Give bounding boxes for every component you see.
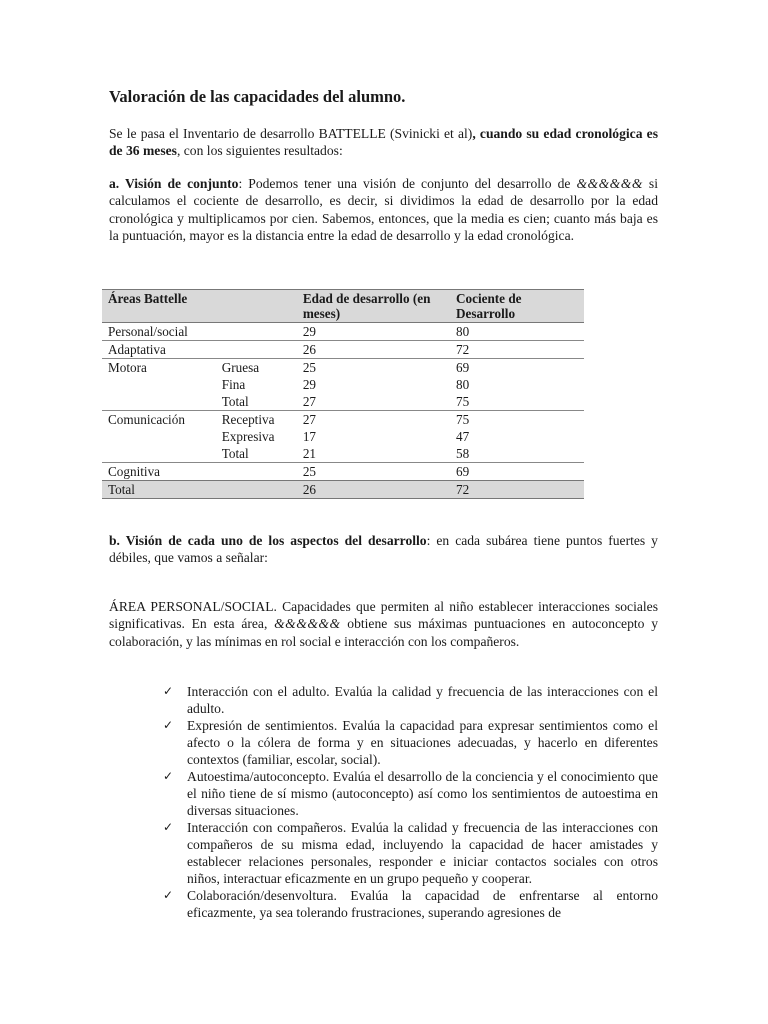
table-cell [216,323,297,341]
table-cell: 75 [450,393,584,411]
capabilities-checklist [160,683,658,921]
table-cell [216,463,297,481]
table-header-cell [216,290,297,323]
checkmark-icon: ✓ [163,888,174,902]
table-header-cell: Cociente de Desarrollo [450,290,584,323]
battelle-results-table [102,289,584,499]
intro-text-end: , con los siguientes resultados: [176,143,343,159]
table-header-row [102,290,584,323]
table-row [102,428,584,445]
table-cell: 80 [450,323,584,341]
table-header-cell: Áreas Battelle [102,290,216,323]
list-item [160,683,658,717]
table-cell: 17 [302,429,316,444]
table-row [102,445,584,463]
table-cell [102,393,216,411]
table-cell: 75 [455,412,470,427]
list-item-text: Interacción con compañeros. Evalúa la calidad y frecuencia de las interacciones con compañeros de su misma edad, incluyendo la capacidad de hacer amistades y establecer relaciones personales, responder e iniciar contactos sociales con otros niños, interactuar eficazmente en un grupo pequeño y cooperar. [187,820,658,886]
table-cell [102,376,216,393]
table-cell: Total [216,393,297,411]
table-cell: 27 [297,393,450,411]
list-item-text: Autoestima/autoconcepto. Evalúa el desarrollo de la conciencia y el conocimiento que el niño tiene de sí mismo (autoconcepto) así como los sentimientos de autoestima en diversas situaciones. [187,769,658,818]
section-b-heading: b. Visión de cada uno de los aspectos del desarrollo [109,533,427,548]
table-cell [102,428,216,445]
table-cell: 29 [302,377,316,392]
table-cell: 69 [455,360,470,375]
table-cell: 27 [302,412,316,427]
list-item [160,768,658,819]
redacted-name-symbol: &&&&&& [274,616,341,632]
checkmark-icon: ✓ [163,684,174,698]
table-cell: 47 [455,429,470,444]
table-cell: 72 [450,341,584,359]
list-item [160,717,658,768]
table-cell: Gruesa [221,360,260,375]
table-cell [216,481,297,499]
table-cell [102,445,216,463]
area-personal-text-end: obtiene sus máximas puntuaciones en autoconcepto y colaboración, y las mínimas en rol social e interacción con los compañeros. [109,616,658,649]
list-item-text: Expresión de sentimientos. Evalúa la capacidad para expresar sentimientos como el afecto o la cólera de forma y en situaciones adecuadas, y hacerlo en diferentes contextos (familiar, escolar, social). [187,718,658,767]
table-cell: 26 [297,481,450,499]
section-a-paragraph [109,175,658,244]
table-cell [216,341,297,359]
table-row [102,393,584,411]
intro-text: Se le pasa el Inventario de desarrollo BATTELLE (Svinicki et al) [109,126,473,141]
checkmark-icon: ✓ [163,718,174,732]
section-b-paragraph [109,532,658,567]
table-cell: Personal/social [102,323,216,341]
table-cell: Cognitiva [108,464,161,479]
table-cell: Comunicación [108,412,185,427]
table-cell: 26 [297,341,450,359]
table-cell: Adaptativa [102,341,216,359]
table-cell: 29 [297,323,450,341]
table-row [102,323,584,341]
table-cell: 58 [450,445,584,463]
area-personal-paragraph [109,598,658,650]
table-cell: 25 [302,464,316,479]
checkmark-icon: ✓ [163,769,174,783]
table-cell: Total [216,445,297,463]
table-cell: Total [102,481,216,499]
table-cell: Motora [108,360,147,375]
table-cell: 21 [297,445,450,463]
checkmark-icon: ✓ [163,820,174,834]
table-cell: 69 [455,464,470,479]
table-cell: 80 [455,377,470,392]
list-item [160,819,658,887]
area-personal-text: ÁREA PERSONAL/SOCIAL. Capacidades que permiten al niño establecer interacciones sociales significativas. En esta área, [109,599,658,632]
table-row [102,359,584,377]
table-total-row [102,481,584,499]
list-item-text: Interacción con el adulto. Evalúa la calidad y frecuencia de las interacciones con el adulto. [187,684,658,716]
section-b-text: : en cada subárea tiene puntos fuertes y débiles, que vamos a señalar: [109,533,658,566]
table-row [102,411,584,429]
table-header-cell: Edad de desarrollo (en meses) [297,290,450,323]
table-row [102,341,584,359]
intro-bold-text: , cuando su edad cronológica es de 36 meses [109,126,658,159]
page-title: Valoración de las capacidades del alumno. [109,87,406,106]
table-cell: Fina [221,377,246,392]
table-row [102,463,584,481]
section-a-text: : Podemos tener una visión de conjunto del desarrollo de [238,176,577,191]
table-row [102,376,584,393]
list-item-text: Colaboración/desenvoltura. Evalúa la capacidad de enfrentarse al entorno eficazmente, ya sea tolerando frustraciones, superando agresiones de [187,888,658,920]
table-cell: Receptiva [221,412,275,427]
intro-paragraph [109,125,658,160]
list-item [160,887,658,921]
section-a-text-end: si calculamos el cociente de desarrollo, es decir, si dividimos la edad de desarrollo por la edad cronológica y multiplicamos por cien. Sabemos, entonces, que la media es cien; cuanto más baja es la puntuación, mayor es la distancia entre la edad de desarrollo y la edad cronológica. [109,176,658,243]
table-cell: Expresiva [221,429,275,444]
section-a-heading: a. Visión de conjunto [109,176,239,191]
table-cell: 72 [450,481,584,499]
table-cell: 25 [302,360,316,375]
redacted-name-symbol: &&&&&& [576,176,643,191]
